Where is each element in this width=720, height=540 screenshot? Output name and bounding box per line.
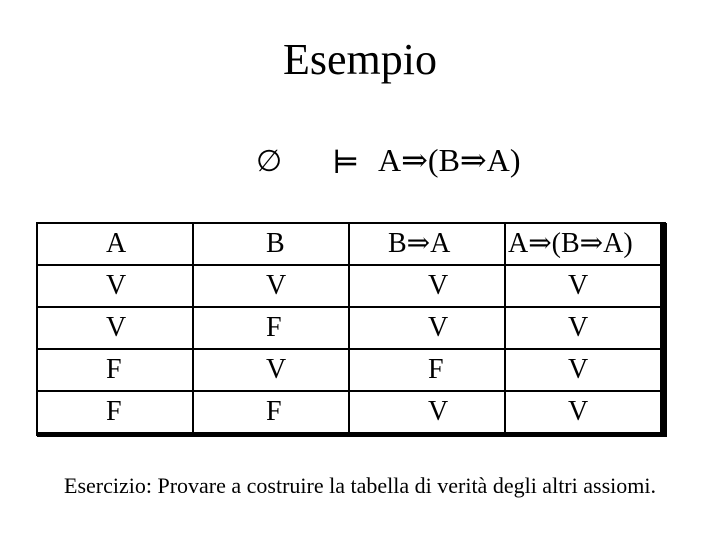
table-cell: V [38,308,192,348]
table-cell: V [506,392,660,432]
table-cell: V [350,266,504,306]
table-header-cell: B⇒A [350,224,504,264]
table-cell: V [506,308,660,348]
turnstile-symbol: ⊨ [332,144,360,180]
truth-table [36,222,666,436]
table-cell: V [194,266,348,306]
formula-conclusion: A⇒(B⇒A) [378,142,521,178]
table-cell: V [350,308,504,348]
table-cell: F [38,350,192,390]
table-cell: F [350,350,504,390]
table-header-cell: B [194,224,348,264]
table-header-cell: A⇒(B⇒A) [506,224,660,264]
table-cell: V [350,392,504,432]
table-cell: F [194,308,348,348]
exercise-text: Esercizio: Provare a costruire la tabella di verità degli altri assiomi. [64,473,656,498]
table-cell: F [38,392,192,432]
table-cell: V [194,350,348,390]
slide-title: Esempio [283,35,437,84]
table-cell: V [38,266,192,306]
empty-set-symbol: ∅ [256,145,283,178]
table-cell: V [506,266,660,306]
table-cell: V [506,350,660,390]
table-header-cell: A [38,224,192,264]
table-cell: F [194,392,348,432]
